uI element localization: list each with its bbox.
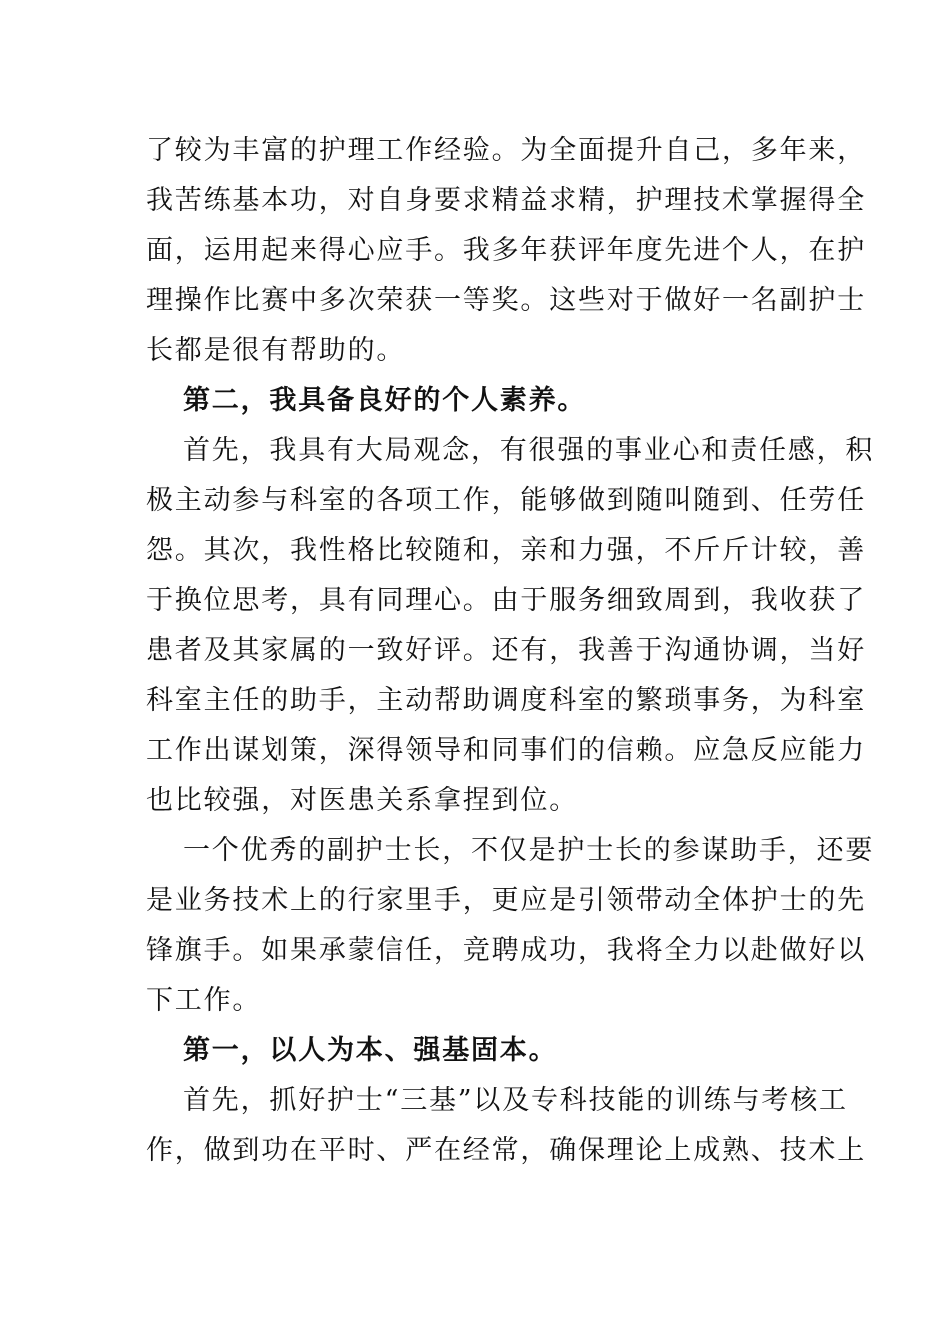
paragraph-line: 首先，抓好护士“三基”以及专科技能的训练与考核工 [183,1085,848,1116]
paragraph-line: 长都是很有帮助的。 [146,335,406,366]
paragraph-line: 理操作比赛中多次荣获一等奖。这些对于做好一名副护士 [146,285,866,316]
section-heading: 第二，我具备良好的个人素养。 [183,385,587,416]
paragraph-line: 面，运用起来得心应手。我多年获评年度先进个人，在护 [146,235,866,266]
paragraph-line: 怨。其次，我性格比较随和，亲和力强，不斤斤计较，善 [146,535,866,566]
paragraph-line: 患者及其家属的一致好评。还有，我善于沟通协调，当好 [146,635,866,666]
paragraph-line: 锋旗手。如果承蒙信任，竞聘成功，我将全力以赴做好以 [146,935,866,966]
paragraph-line: 一个优秀的副护士长，不仅是护士长的参谋助手，还要 [183,835,875,866]
paragraph-line: 是业务技术上的行家里手，更应是引领带动全体护士的先 [146,885,866,916]
paragraph-line: 下工作。 [146,985,262,1016]
paragraph-line: 极主动参与科室的各项工作，能够做到随叫随到、任劳任 [146,485,866,516]
paragraph-line: 工作出谋划策，深得领导和同事们的信赖。应急反应能力 [146,735,866,766]
paragraph-line: 作，做到功在平时、严在经常，确保理论上成熟、技术上 [146,1135,866,1166]
paragraph-line: 首先，我具有大局观念，有很强的事业心和责任感，积 [183,435,875,466]
section-heading: 第一，以人为本、强基固本。 [183,1035,558,1066]
paragraph-line: 了较为丰富的护理工作经验。为全面提升自己，多年来， [146,135,866,166]
paragraph-line: 也比较强，对医患关系拿捏到位。 [146,785,578,816]
paragraph-line: 我苦练基本功，对自身要求精益求精，护理技术掌握得全 [146,185,866,216]
document-body [146,126,875,1176]
paragraph-line: 科室主任的助手，主动帮助调度科室的繁琐事务，为科室 [146,685,866,716]
paragraph-line: 于换位思考，具有同理心。由于服务细致周到，我收获了 [146,585,866,616]
